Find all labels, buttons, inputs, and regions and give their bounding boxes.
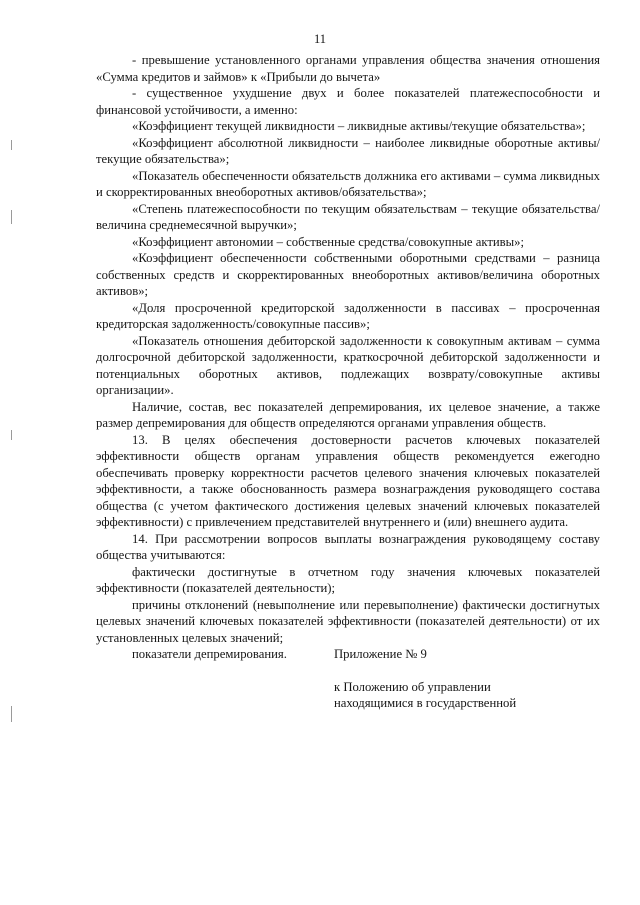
- annex-title: Приложение № 9: [334, 647, 427, 661]
- scan-margin-mark: [11, 430, 12, 440]
- scan-margin-mark: [11, 706, 12, 722]
- paragraph: «Степень платежеспособности по текущим обязательствам – текущие обязательства/величина среднемесячной выручки»;: [96, 201, 600, 232]
- annex-subtitle-line: к Положению об управлении: [334, 680, 491, 694]
- paragraph: 14. При рассмотрении вопросов выплаты вознаграждения руководящему составу общества учитываются:: [96, 531, 600, 562]
- paragraph: «Показатель обеспеченности обязательств должника его активами – сумма ликвидных и скорректированных внеоборотных активов/обязательства»;: [96, 168, 600, 199]
- paragraph: «Коэффициент автономии – собственные средства/совокупные активы»;: [132, 234, 525, 249]
- annex-subtitle-line: находящимися в государственной: [334, 696, 517, 710]
- document-body: [96, 52, 600, 663]
- paragraph: «Коэффициент текущей ликвидности – ликвидные активы/текущие обязательства»;: [132, 119, 586, 133]
- paragraph: показатели депремирования.: [132, 647, 287, 661]
- paragraph: «Коэффициент абсолютной ликвидности – наиболее ликвидные оборотные активы/текущие обязательства»;: [96, 135, 600, 166]
- paragraph: «Коэффициент обеспеченности собственными оборотными средствами – разница собственных средств и скорректированных внеоборотных активов/величина оборотных активов»;: [96, 251, 600, 298]
- paragraph: причины отклонений (невыполнение или перевыполнение) фактически достигнутых целевых значений ключевых показателей эффективности (показателей деятельности) от их установленных целевых значений;: [96, 597, 600, 645]
- scan-margin-mark: [11, 140, 12, 150]
- paragraph: 13. В целях обеспечения достоверности расчетов ключевых показателей эффективности обществ органам управления обществ рекомендуется ежегодно обеспечивать проверку корректности расчетов целевого значения ключевых показателей эффективности, а также обоснованность размера вознаграждения руководящего состава общества (с учетом фактического достижения целевых значений ключевых показателей эффективности) с привлечением представителей внутреннего и (или) внешнего аудита.: [96, 432, 600, 529]
- paragraph: Наличие, состав, вес показателей депремирования, их целевое значение, а также размер депремирования для обществ определяются органами управления обществ.: [96, 399, 600, 430]
- page-number: 11: [313, 32, 327, 46]
- paragraph: фактически достигнутые в отчетном году значения ключевых показателей эффективности (показателей деятельности);: [96, 564, 600, 595]
- paragraph: «Доля просроченной кредиторской задолженности в пассивах – просроченная кредиторская задолженность/совокупные пассив»;: [96, 300, 600, 331]
- scan-margin-mark: [11, 210, 12, 224]
- paragraph: - превышение установленного органами управления общества значения отношения «Сумма кредитов и займов» к «Прибыли до вычета»: [96, 53, 600, 84]
- paragraph: - существенное ухудшение двух и более показателей платежеспособности и финансовой устойчивости, а именно:: [96, 86, 600, 117]
- paragraph: «Показатель отношения дебиторской задолженности к совокупным активам – сумма долгосрочной дебиторской задолженности, краткосрочной дебиторской задолженности и потенциальных оборотных активов, подлежащих возврату/совокупные активы организации».: [96, 333, 600, 397]
